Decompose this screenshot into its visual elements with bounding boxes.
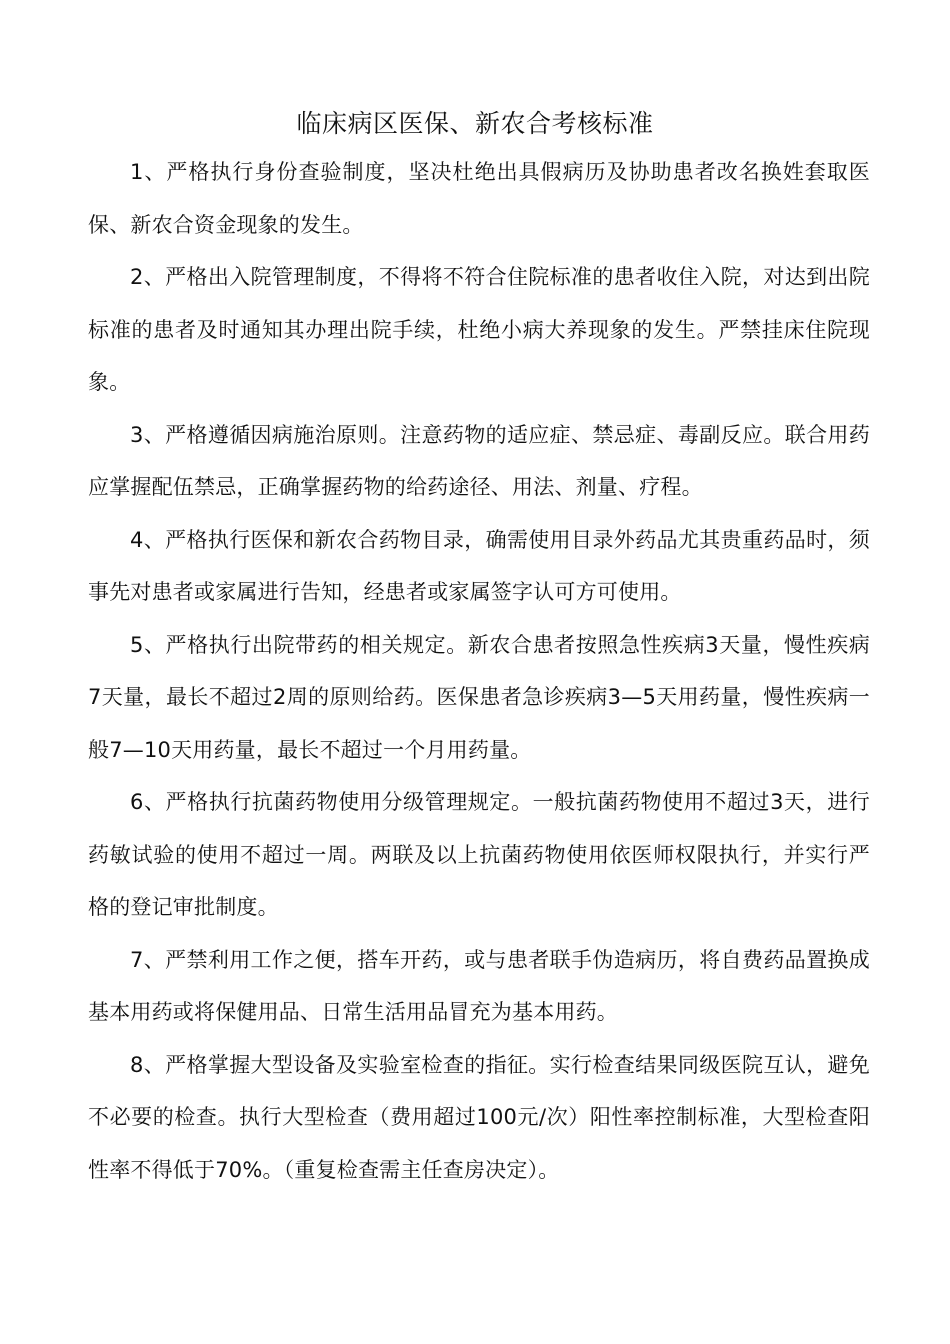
paragraph-3: 3、严格遵循因病施治原则。注意药物的适应症、禁忌症、毒副反应。联合用药应掌握配伍禁忌，正确掌握药物的给药途径、用法、剂量、疗程。 (88, 422, 870, 499)
document-body (88, 146, 870, 1196)
paragraph-4: 4、严格执行医保和新农合药物目录，确需使用目录外药品尤其贵重药品时，须事先对患者或家属进行告知，经患者或家属签字认可方可使用。 (88, 527, 870, 604)
document-title: 临床病区医保、新农合考核标准 (296, 109, 654, 138)
paragraph-8: 8、严格掌握大型设备及实验室检查的指征。实行检查结果同级医院互认，避免不必要的检查。执行大型检查（费用超过100元/次）阳性率控制标准，大型检查阳性率不得低于70%。（重复检查需主任查房决定）。 (88, 1052, 870, 1182)
paragraph-2: 2、严格出入院管理制度，不得将不符合住院标准的患者收住入院，对达到出院标准的患者及时通知其办理出院手续，杜绝小病大养现象的发生。严禁挂床住院现象。 (88, 265, 870, 394)
paragraph-5: 5、严格执行出院带药的相关规定。新农合患者按照急性疾病3天量，慢性疾病7天量，最长不超过2周的原则给药。医保患者急诊疾病3—5天用药量，慢性疾病一般7—10天用药量，最长不超过一个月用药量。 (88, 632, 870, 762)
paragraph-7: 7、严禁利用工作之便，搭车开药，或与患者联手伪造病历，将自费药品置换成基本用药或将保健用品、日常生活用品冒充为基本用药。 (88, 947, 870, 1024)
paragraph-6: 6、严格执行抗菌药物使用分级管理规定。一般抗菌药物使用不超过3天，进行药敏试验的使用不超过一周。两联及以上抗菌药物使用依医师权限执行，并实行严格的登记审批制度。 (88, 790, 870, 919)
paragraph-1: 1、严格执行身份查验制度，坚决杜绝出具假病历及协助患者改名换姓套取医保、新农合资金现象的发生。 (88, 160, 870, 237)
